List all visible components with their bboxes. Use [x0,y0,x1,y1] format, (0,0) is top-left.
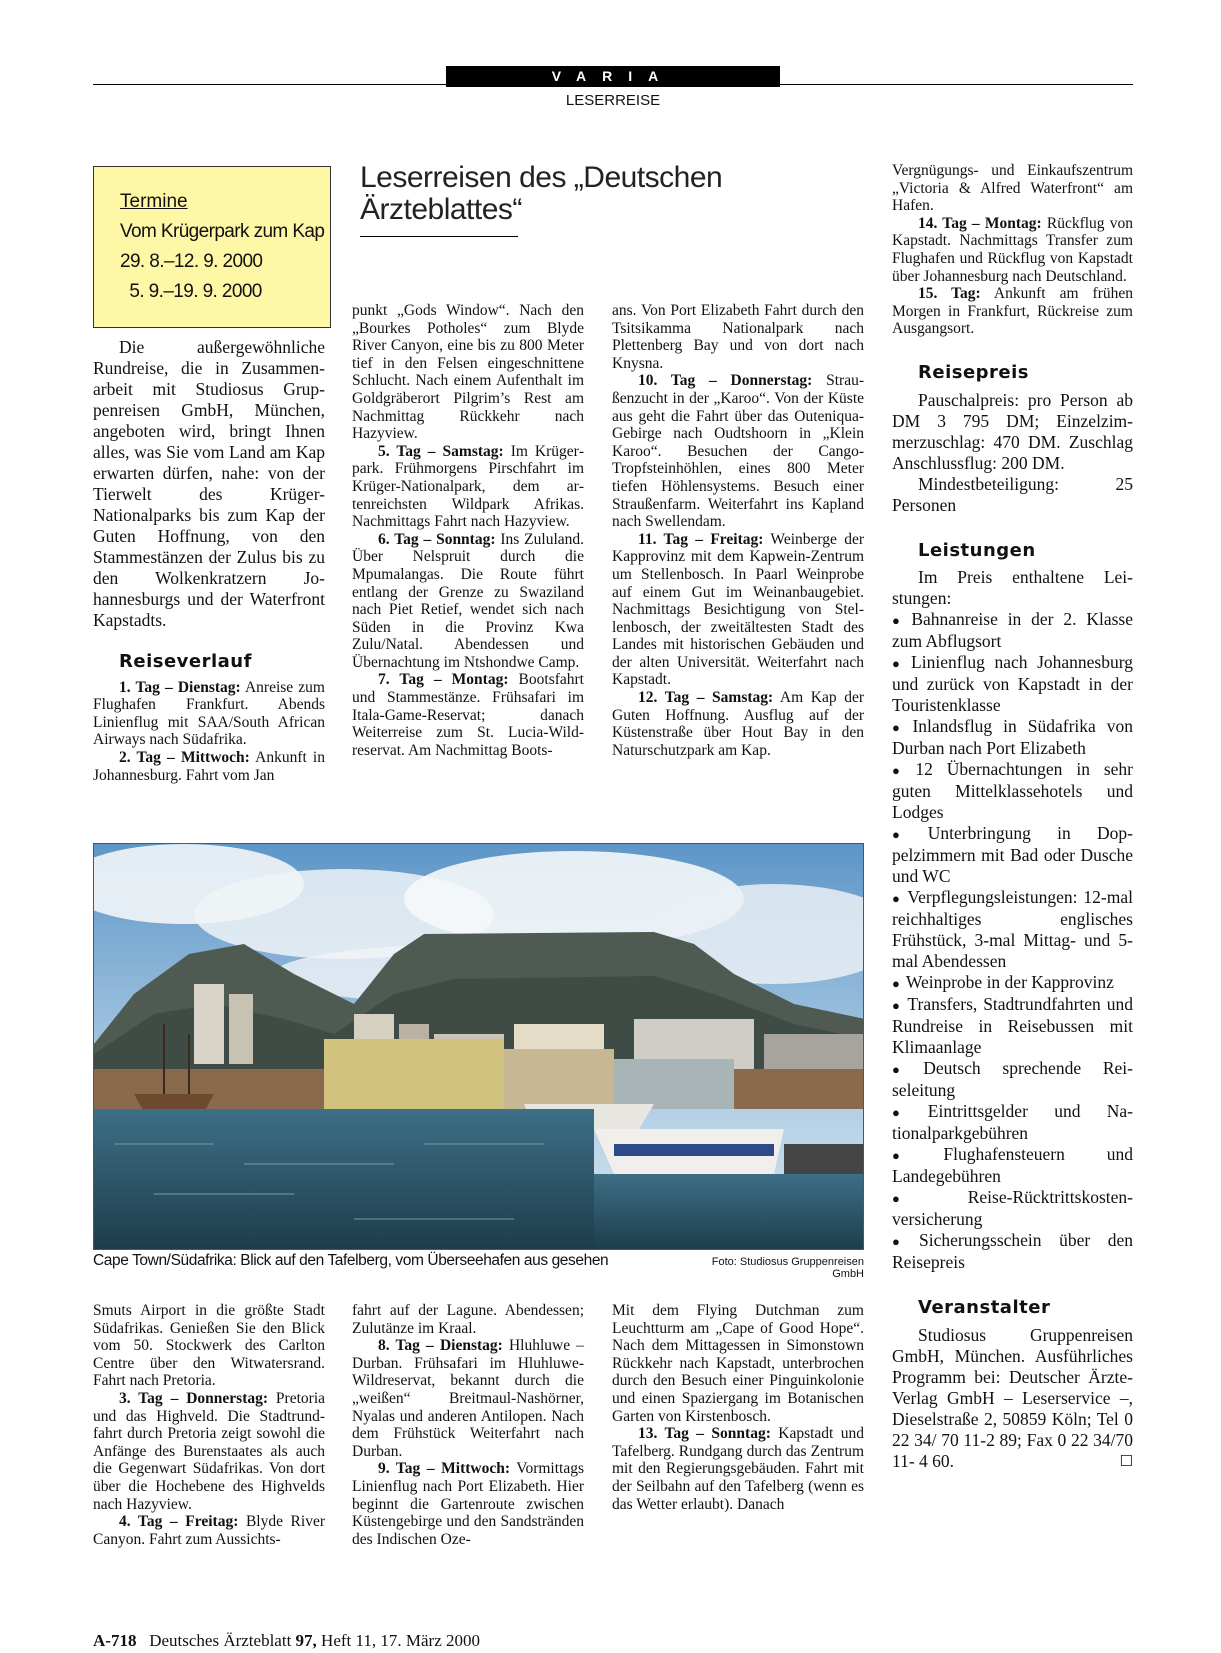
termine-line: 29. 8.–12. 9. 2000 [120,251,263,272]
list-item: ● Transfers, Stadtrundfahrten und Rundreise in Reisebussen mit Klimaanlage [892,994,1133,1058]
section-bar: VARIA [446,66,780,87]
day-entry [93,1390,325,1513]
veranstalter-body: Studiosus Gruppenreisen GmbH, München. Ausführliches Programm bei: Deutscher Ärzte-Verlag GmbH – Leserservice –, Dieselstraße 2, 50859 Köln; Tel 0 22 34/ 70 11-2 89; Fax 0 22 34/70 11- 4 60. [892,1324,1133,1471]
day-entry [892,215,1133,285]
day-label: 6. Tag – Sonntag: [378,530,496,548]
day-label: 9. Tag – Mittwoch: [378,1460,510,1478]
list-item: ● Bahnanreise in der 2. Klasse zum Abflugsort [892,609,1133,652]
paragraph: fahrt auf der Lagune. Abendessen; Zulutänze im Kraal. [352,1302,584,1337]
day-label: 5. Tag – Samstag: [378,442,504,460]
day-entry [612,1425,864,1513]
journal-issue: Heft 11, 17. März 2000 [321,1631,480,1650]
day-entry [612,689,864,759]
veranstalter-text [892,1325,1133,1472]
intro-paragraph: Die außergewöhnliche Rundreise, die in Zusammenarbeit mit Studiosus Gruppenreisen GmbH, München, angeboten wird, bringt Ihnen alles, was Sie vom Land am Kap erwarten dürfen, nahe: von der Tierwelt des Krüger-Nationalparks bis zum Kap der Guten Hoffnung, von den Stammestänzen der Zulus bis zu den Wolkenkratzern Johannesburgs und der Waterfront Kapstadts. [93,337,325,630]
day-label: 1. Tag – Dienstag: [119,678,241,696]
paragraph: punkt „Gods Window“. Nach den „Bourkes Potholes“ zum Blyde River Canyon, eine bis zu 800 Meter tief in den Felsen eingeschnittene Schlucht. Nach einem Aufenthalt im Goldgräberort Pilgrim’s Rest am Nachmittag Rückkehr nach Hazyview. [352,302,584,443]
day-text: Ankunft am frühen Morgen in Frankfurt, Rückreise zum Ausgangsort. [892,285,1133,338]
list-item: ● Eintrittsgelder und Nationalparkgebühren [892,1101,1133,1144]
day-text: Ins Zululand. Über Nelspruit durch die Mpumalangas. Die Route führt entlang der Grenze zu Swaziland nach Piet Retief, wendet sich nach Süden in die Provinz Kwa Zulu/Natal. Abendessen und Übernachtung im Ntshondwe Camp. [352,530,585,671]
day-text: Pretoria und das Highveld. Die Stadtrundfahrt durch Pretoria zeigt sowohl die Anfänge des Burenstaates als auch die Gegenwart Südafrikas. Von dort über die Hochebene des Highvelds nach Hazyview. [93,1389,325,1513]
day-label: 15. Tag: [918,285,981,303]
leistungen-list [892,567,1133,1273]
paragraph: Vergnügungs- und Einkaufszentrum „Victoria & Alfred Waterfront“ am Hafen. [892,162,1133,215]
column-1-bottom [93,1302,325,1548]
day-entry [892,285,1133,338]
photo-credit: Foto: Studiosus Gruppenreisen GmbH [711,1256,864,1280]
column-3-bottom [612,1302,864,1513]
day-label: 4. Tag – Freitag: [119,1513,239,1531]
day-entry [352,671,584,759]
end-mark: ☐ [1119,1451,1133,1470]
day-text: Bootsfahrt und Stammestänze. Frühsafari im Itala-Game-Reservat; danach Weiterreise zum St. Lucia-Wildreservat. Am Nachmittag Boots- [352,671,584,759]
termine-title: Termine [120,191,188,212]
day-entry [612,372,864,530]
day-entry [352,443,584,531]
leistungen-intro: Im Preis enthaltene Leistungen: [892,567,1133,609]
leistungen-heading: Leistungen [918,539,1036,561]
day-text: Hluhluwe – Durban. Frühsafari im Hluhluwe-Wildreservat, bekannt durch die „weißen“ Breitmaul-Nashörner, Nyalas und anderen Antilopen. Nach dem Frühstück Weiterfahrt nach Durban. [352,1337,584,1460]
termine-line: Vom Krügerpark zum Kap [120,221,325,242]
day-entry [93,679,325,749]
day-text: Blyde River Canyon. Fahrt zum Aussichts- [93,1513,325,1548]
day-text: Im Krügerpark. Frühmorgens Pirschfahrt im Krüger-Nationalpark, dem artenreichsten Wildpark Afrikas. Nachmittags Fahrt nach Hazyview. [352,442,584,531]
reisepreis-text: Pauschalpreis: pro Person ab DM 3 795 DM; Einzelzimmerzuschlag: 470 DM. Zuschlag Anschlussflug: 200 DM. [892,389,1133,473]
headline-line: Ärzteblattes“ [360,193,522,226]
column-2-top [352,302,584,759]
paragraph: Mit dem Flying Dutchman zum Leuchtturm am „Cape of Good Hope“. Nach dem Mittagessen in Simonstown Rückkehr nach Kapstadt, unterbrochen durch den Besuch einer Pinguinkolonie und einen Spaziergang im Botanischen Garten von Kirstenbosch. [612,1302,864,1425]
day-label: 8. Tag – Dienstag: [378,1337,503,1355]
subsection-label: LESERREISE [565,92,661,109]
page-footer [93,1631,480,1651]
day-label: 2. Tag – Mittwoch: [119,748,250,766]
veranstalter-heading: Veranstalter [918,1297,1051,1319]
day-label: 12. Tag – Samstag: [638,689,774,707]
day-text: Vormittags Linienflug nach Port Elizabeth. Hier beginnt die Gartenroute zwischen Küstengebirge und den Sandstränden des Indischen Oze- [352,1460,585,1548]
day-label: 11. Tag – Freitag: [638,530,764,548]
day-text: Kapstadt und Tafelberg. Rundgang durch das Zentrum mit den Regierungsgebäuden. Fahrt mit der Seilbahn auf den Tafelberg (wenn es das Wetter erlaubt). Danach [612,1425,864,1513]
paragraph: Smuts Airport in die größte Stadt Südafrikas. Genießen Sie den Blick vom 50. Stockwerk des Carlton Centre über den Witwatersrand. Fahrt nach Pretoria. [93,1302,325,1390]
day-entry [352,1337,584,1460]
journal-volume: 97, [295,1631,317,1650]
day-text: Rückflug von Kapstadt. Nachmittags Transfer zum Flughafen und Rückflug von Kapstadt über Johannesburg nach Deutschland. [892,214,1133,285]
column-2-bottom [352,1302,584,1548]
day-label: 10. Tag – Donnerstag: [638,372,813,390]
column-4 [892,162,1133,1472]
list-item: ● 12 Übernachtungen in sehr guten Mittelklassehotels und Lodges [892,759,1133,823]
journal-name: Deutsches Ärzteblatt [149,1631,292,1650]
day-text: Straußenzucht in der „Karoo“. Von der Küste aus geht die Fahrt über das Outeniqua-Gebirge nach Oudtshoorn in „Klein Karoo“. Besuchen der Cango-Tropfsteinhöhlen, eines 800 Meter tiefen Höhlensystems. Besuch einer Straußenfarm. Weiterfahrt ins Kapland nach Swellendam. [612,372,865,531]
column-1-top [93,337,325,784]
day-label: 13. Tag – Sonntag: [638,1425,771,1443]
article-headline [360,161,723,226]
termine-box [93,166,331,328]
list-item: ● Weinprobe in der Kapprovinz [892,972,1133,994]
list-item: ● Sicherungsschein über den Reisepreis [892,1230,1133,1273]
day-entry [93,749,325,784]
list-item: ● Verpflegungsleistungen: 12-mal reichhaltiges englisches Frühstück, 3-mal Mittag- und 5-mal Abendessen [892,887,1133,972]
list-item: ● Deutsch sprechende Reiseleitung [892,1058,1133,1101]
day-entry [93,1513,325,1548]
day-entry [352,1460,584,1548]
day-entry [612,531,864,689]
page-number: A-718 [93,1631,137,1650]
cape-town-photo [93,843,864,1250]
day-entry [352,531,584,672]
day-text: Ankunft in Johannesburg. Fahrt vom Jan [93,748,325,784]
reisepreis-heading: Reisepreis [918,361,1030,383]
day-label: 3. Tag – Donnerstag: [119,1389,269,1407]
day-label: 14. Tag – Montag: [918,214,1042,232]
list-item: ● Linienflug nach Johannesburg und zurück von Kapstadt in der Touristenklasse [892,652,1133,716]
termine-line: 5. 9.–19. 9. 2000 [120,281,262,302]
day-text: Am Kap der Guten Hoffnung. Ausflug auf der Küstenstraße über Hout Bay in den Naturschutzpark am Kap. [612,689,864,759]
day-label: 7. Tag – Montag: [378,671,509,689]
headline-line: Leserreisen des „Deutschen [360,161,723,194]
paragraph: ans. Von Port Elizabeth Fahrt durch den Tsitsikamma Nationalpark nach Plettenberg Bay und von dort nach Knysna. [612,302,864,372]
reisepreis-min: Mindestbeteiligung: 25 Personen [892,473,1133,515]
list-item: ● Reise-Rücktrittskostenversicherung [892,1187,1133,1230]
headline-rule [360,236,518,237]
reiseverlauf-heading: Reiseverlauf [119,651,252,672]
day-text: Weinberge der Kapprovinz mit dem Kapwein-Zentrum um Stellenbosch. In Paarl Weinprobe auf einem Gut im Weinanbaugebiet. Nachmittags Besichtigung von Stellenbosch, der zweitältesten Stadt des Landes mit historischen Gebäuden und der alten Universität. Weiterfahrt nach Kapstadt. [612,530,864,689]
photo-caption: Cape Town/Südafrika: Blick auf den Tafelberg, vom Überseehafen aus gesehen [93,1252,609,1269]
list-item: ● Unterbringung in Doppelzimmern mit Bad oder Dusche und WC [892,823,1133,887]
column-3-top [612,302,864,759]
day-text: Anreise zum Flughafen Frankfurt. Abends Linienflug mit SAA/South African Airways nach Südafrika. [93,678,325,749]
list-item: ● Inlandsflug in Südafrika von Durban nach Port Elizabeth [892,716,1133,759]
list-item: ● Flughafensteuern und Landegebühren [892,1144,1133,1187]
